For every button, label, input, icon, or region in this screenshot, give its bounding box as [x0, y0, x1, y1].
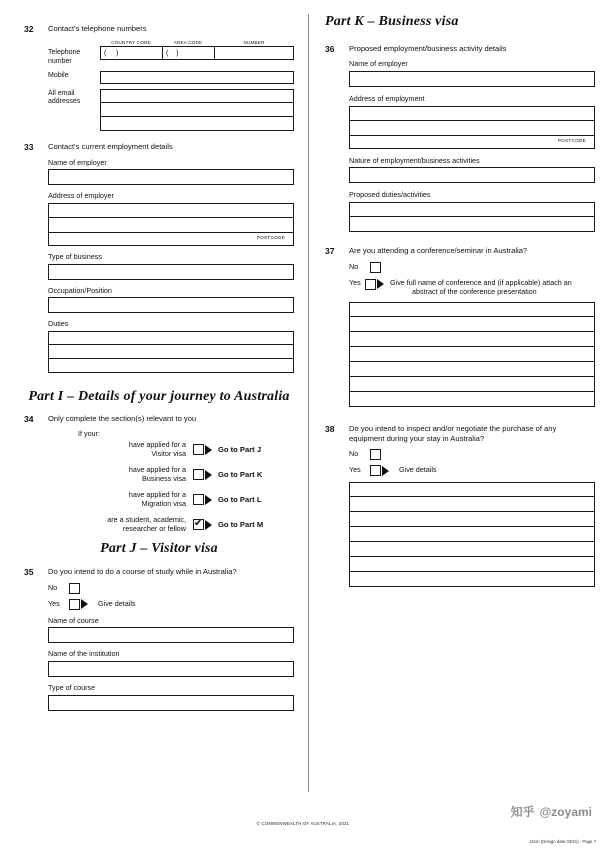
question-32-title: Contact's telephone numbers: [48, 24, 147, 33]
question-37-title: Are you attending a conference/seminar in Australia?: [349, 246, 528, 256]
part-j-heading-wrap: [24, 541, 294, 557]
q38-answer-box-group: [349, 482, 595, 587]
journey-migration-line1: have applied for a: [128, 490, 186, 500]
q37-yes-checkbox[interactable]: [365, 279, 376, 290]
q38-give-details: Give details: [399, 465, 437, 475]
q38-answer-line5[interactable]: [349, 542, 595, 557]
q37-answer-line3[interactable]: [349, 332, 595, 347]
duties-line1[interactable]: [48, 331, 294, 345]
course-name-label: Name of course: [48, 615, 99, 625]
q36-proposed-duties-label: Proposed duties/activities: [349, 190, 431, 200]
type-of-business-label: Type of business: [48, 252, 102, 262]
type-of-business-input[interactable]: [48, 264, 294, 280]
arrow-right-icon: [205, 520, 212, 530]
q38-answer-line7[interactable]: [349, 572, 595, 587]
occupation-label: Occupation/Position: [48, 285, 112, 295]
journey-option-migration[interactable]: [94, 491, 294, 508]
q37-yes-label: Yes: [349, 277, 361, 287]
header-area-code: AREA CODE: [173, 40, 203, 46]
journey-business-line2: Business visa: [142, 473, 186, 483]
journey-visitor-goto: Go to Part J: [218, 445, 262, 455]
journey-business-line1: have applied for a: [128, 465, 186, 475]
postcode-label: POSTCODE: [256, 235, 285, 241]
question-35-title: Do you intend to do a course of study while in Australia?: [48, 567, 237, 577]
question-38-title-line2: equipment during your stay in Australia?: [349, 433, 485, 443]
journey-visitor-checkbox[interactable]: [193, 444, 204, 455]
mobile-input[interactable]: [100, 71, 294, 84]
part-i-heading: Part I – Details of your journey to Australia: [28, 388, 290, 404]
duties-group: [48, 331, 294, 373]
telephone-number-input[interactable]: ( ) ( ): [100, 46, 294, 60]
q37-no-checkbox[interactable]: [370, 262, 381, 273]
question-38-number: 38: [325, 424, 335, 435]
arrow-right-icon: [81, 599, 88, 609]
employer-address-group: [48, 203, 294, 246]
question-37-number: 37: [325, 246, 335, 257]
q36-proposed-duties-line2[interactable]: [349, 217, 595, 232]
part-k-heading: Part K – Business visa: [325, 14, 459, 29]
q38-no-label: No: [349, 449, 359, 459]
part-j-heading: Part J – Visitor visa: [100, 541, 218, 557]
question-32-number: 32: [24, 24, 34, 34]
q36-nature-label: Nature of employment/business activities: [349, 155, 480, 165]
q37-answer-line5[interactable]: [349, 362, 595, 377]
arrow-right-icon: [205, 445, 212, 455]
question-36-title: Proposed employment/business activity details: [349, 44, 507, 53]
q38-answer-line4[interactable]: [349, 527, 595, 542]
journey-visitor-line2: Visitor visa: [151, 448, 186, 458]
duties-label: Duties: [48, 319, 69, 329]
q38-yes-label: Yes: [349, 465, 361, 475]
q37-no-label: No: [349, 261, 359, 271]
email-input-3[interactable]: [100, 117, 294, 131]
q36-address-line1[interactable]: [349, 106, 595, 121]
part-k-heading-wrap: [325, 14, 595, 30]
q35-no-label: No: [48, 582, 58, 592]
q38-yes-checkbox[interactable]: [370, 465, 381, 476]
arrow-right-icon: [205, 495, 212, 505]
if-your-label: If your:: [78, 429, 100, 439]
question-35-number: 35: [24, 567, 34, 578]
question-38-title-line1: Do you intend to inspect and/or negotiate the purchase of any: [349, 424, 557, 434]
q38-answer-line6[interactable]: [349, 557, 595, 572]
occupation-input[interactable]: [48, 297, 294, 313]
mobile-label: Mobile: [48, 72, 69, 80]
question-33-title: Contact's current employment details: [48, 142, 173, 152]
journey-migration-checkbox[interactable]: [193, 494, 204, 505]
journey-student-line2: researcher or fellow: [122, 523, 186, 533]
question-36-number: 36: [325, 44, 335, 54]
employer-address-label: Address of employer: [48, 191, 114, 201]
employer-address-line1[interactable]: [48, 203, 294, 218]
q37-answer-line2[interactable]: [349, 317, 595, 332]
q38-answer-line1[interactable]: [349, 482, 595, 497]
q37-answer-line1[interactable]: [349, 302, 595, 317]
q37-answer-line6[interactable]: [349, 377, 595, 392]
arrow-right-icon: [377, 279, 384, 289]
column-divider: [308, 14, 309, 792]
q36-proposed-duties-group: [349, 202, 595, 232]
journey-business-goto: Go to Part K: [218, 470, 263, 480]
q35-yes-checkbox[interactable]: [69, 599, 80, 610]
course-type-input[interactable]: [48, 695, 294, 711]
journey-student-line1: are a student, academic,: [107, 515, 186, 525]
question-34: [24, 414, 294, 533]
right-column: [325, 0, 595, 587]
question-33: [24, 142, 294, 373]
journey-migration-line2: Migration visa: [141, 498, 186, 508]
telephone-label-line2: number: [48, 57, 72, 65]
duties-line3[interactable]: [48, 359, 294, 373]
arrow-right-icon: [382, 466, 389, 476]
q36-address-label: Address of employment: [349, 94, 425, 104]
question-37: [325, 246, 595, 407]
q36-address-postcode[interactable]: [349, 136, 595, 149]
q36-address-line2[interactable]: [349, 121, 595, 136]
q38-no-checkbox[interactable]: [370, 449, 381, 460]
telephone-label-line1: Telephone: [48, 49, 81, 57]
journey-business-checkbox[interactable]: [193, 469, 204, 480]
q36-address-group: [349, 106, 595, 149]
q36-proposed-duties-line1[interactable]: [349, 202, 595, 217]
footer-copyright: © COMMONWEALTH OF AUSTRALIA, 2021: [256, 821, 350, 826]
question-33-number: 33: [24, 142, 34, 153]
journey-options: [94, 441, 294, 533]
journey-visitor-line1: have applied for a: [128, 440, 186, 450]
footer-page-info: 12cm (Design date 03/21) - Page 7: [529, 839, 596, 844]
journey-option-visitor[interactable]: [94, 441, 294, 458]
email-input-group: [100, 89, 294, 131]
q36-employer-name-input[interactable]: [349, 71, 595, 87]
duties-line2[interactable]: [48, 345, 294, 359]
journey-student-checkbox[interactable]: [193, 519, 204, 530]
q37-answer-line7[interactable]: [349, 392, 595, 407]
header-country-code: COUNTRY CODE: [111, 40, 151, 46]
course-type-label: Type of course: [48, 683, 96, 693]
left-column: [24, 0, 294, 711]
q37-detail-line1: Give full name of conference and (if applicable) attach an: [390, 277, 572, 287]
question-34-number: 34: [24, 413, 34, 424]
question-35: [24, 567, 294, 710]
institution-name-input[interactable]: [48, 661, 294, 677]
watermark: [511, 803, 592, 820]
q38-answer-line3[interactable]: [349, 512, 595, 527]
q37-answer-box-group: [349, 302, 595, 407]
q36-nature-input[interactable]: [349, 167, 595, 183]
q35-give-details: Give details: [98, 598, 136, 608]
question-32: [24, 24, 294, 131]
q38-answer-line2[interactable]: [349, 497, 595, 512]
institution-name-label: Name of the institution: [48, 649, 120, 659]
employer-address-postcode[interactable]: [48, 233, 294, 246]
watermark-handle: @zoyami: [539, 804, 592, 819]
journey-option-student[interactable]: [94, 516, 294, 533]
employer-name-label: Name of employer: [48, 157, 107, 167]
course-name-input[interactable]: [48, 627, 294, 643]
watermark-logo: 知乎: [510, 805, 535, 819]
q35-yes-label: Yes: [48, 598, 60, 608]
employer-name-input[interactable]: [48, 169, 294, 185]
arrow-right-icon: [205, 470, 212, 480]
question-36: [325, 44, 595, 232]
employer-address-line2[interactable]: [48, 218, 294, 233]
journey-migration-goto: Go to Part L: [218, 495, 262, 505]
email-label-line2: addresses: [48, 98, 81, 106]
header-number: NUMBER: [243, 40, 265, 46]
q37-detail-line2: abstract of the conference presentation: [412, 286, 537, 296]
question-38: [325, 424, 595, 587]
q37-answer-line4[interactable]: [349, 347, 595, 362]
telephone-column-headers: [100, 40, 294, 45]
journey-student-goto: Go to Part M: [218, 520, 264, 530]
q36-employer-name-label: Name of employer: [349, 59, 408, 69]
email-label-line1: All email: [48, 90, 75, 98]
email-input-1[interactable]: [100, 89, 294, 103]
q36-postcode-label: POSTCODE: [557, 137, 586, 143]
part-i-heading-wrap: [24, 389, 294, 405]
q35-no-checkbox[interactable]: [69, 583, 80, 594]
journey-option-business[interactable]: [94, 466, 294, 483]
question-34-title: Only complete the section(s) relevant to you: [48, 413, 197, 423]
email-input-2[interactable]: [100, 103, 294, 117]
